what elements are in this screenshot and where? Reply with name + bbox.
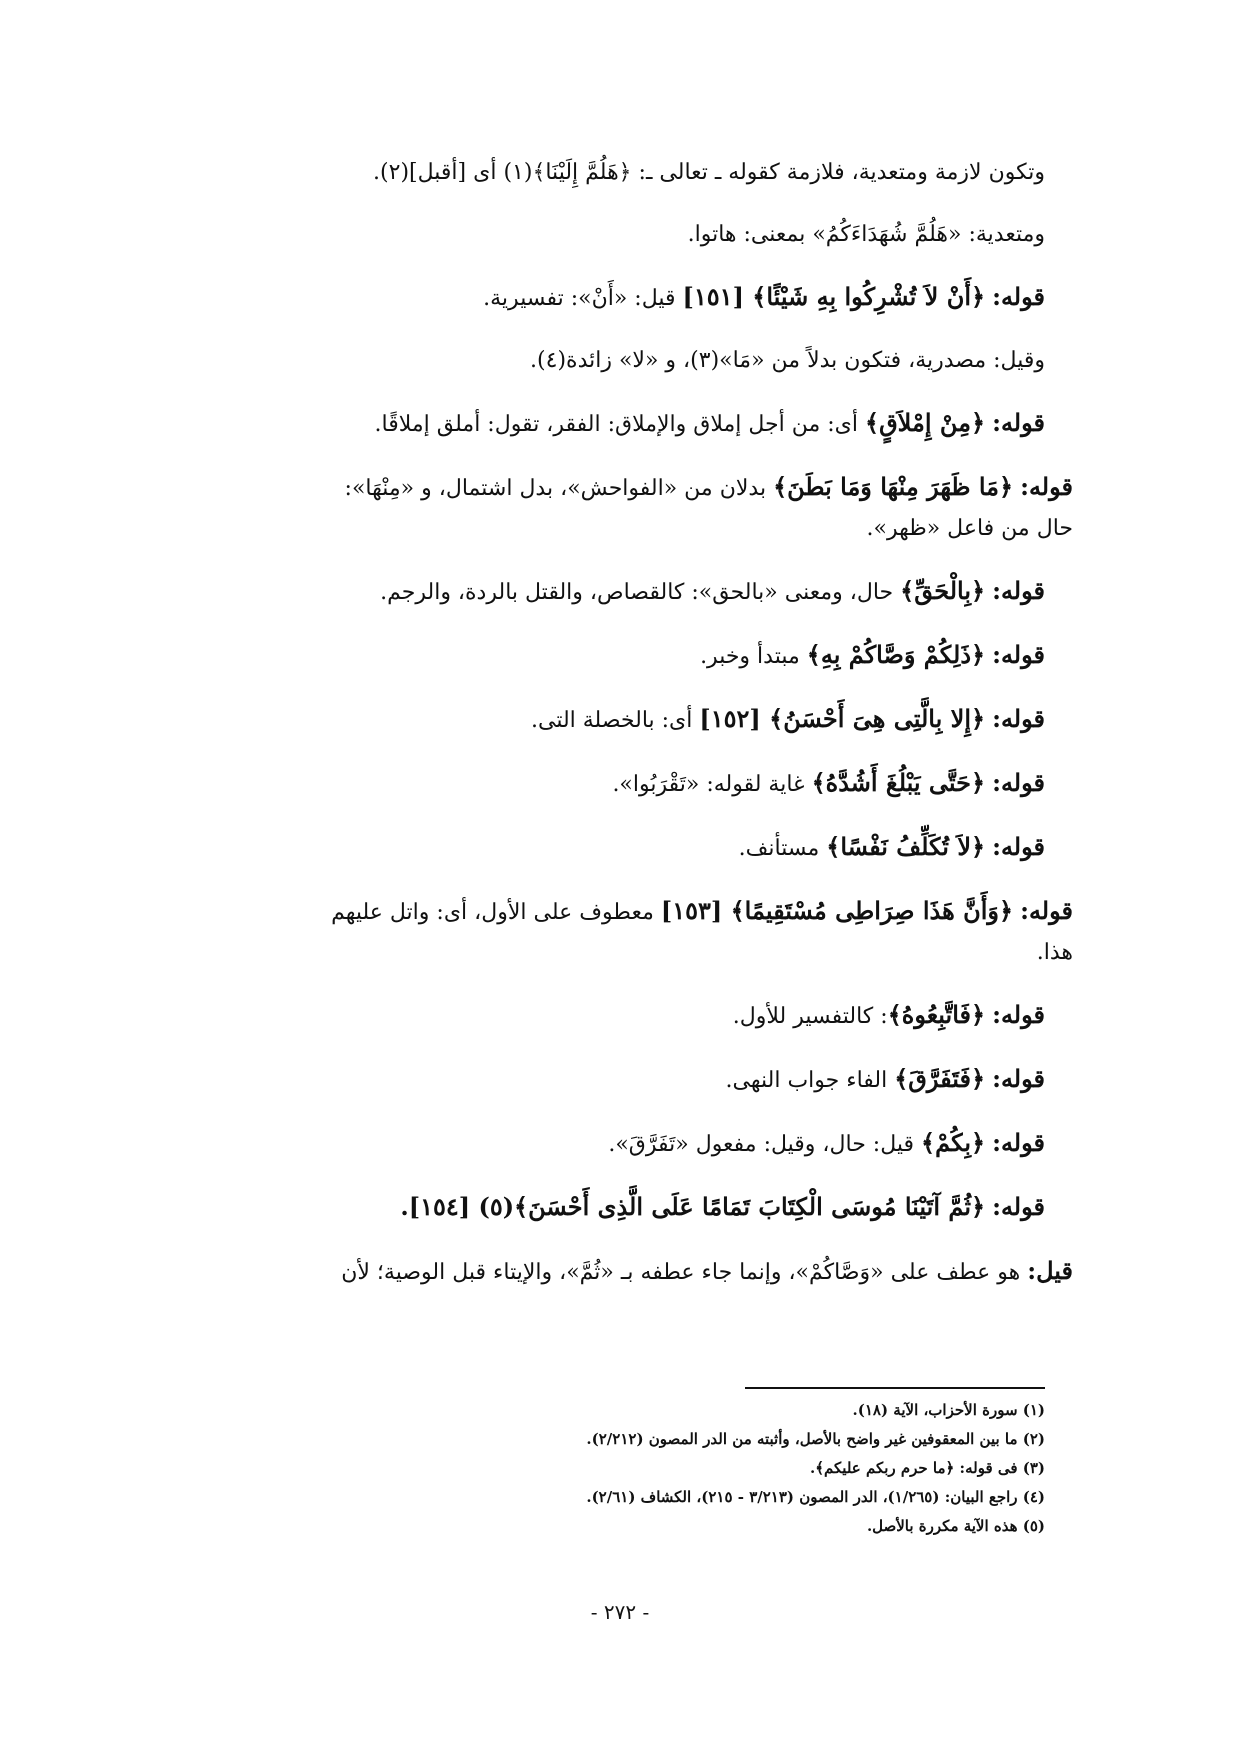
text-line-11: قوله: ﴿حَتَّى يَبْلُغَ أَشُدَّهُ﴾ غاية لقوله: «تَقْرَبُوا». — [612, 768, 1045, 797]
keyword: قوله: — [992, 640, 1045, 669]
text-line-7: حال من فاعل «ظهر». — [866, 516, 1073, 541]
keyword: قوله: — [1020, 472, 1073, 501]
keyword: قوله: — [992, 768, 1045, 797]
verse-quote: ﴿ثُمَّ آتَيْنَا مُوسَى الْكِتَابَ تَمَامًا عَلَى الَّذِى أَحْسَنَ﴾(٥) [١٥٤]. — [400, 1192, 986, 1221]
keyword: قيل: — [1027, 1256, 1073, 1285]
main-text — [190, 158, 1073, 1320]
text-line-2: ومتعدية: «هَلُمَّ شُهَدَاءَكُمُ» بمعنى: هاتوا. — [687, 222, 1045, 247]
text-line-10: قوله: ﴿إِلا بِالَّتِى هِىَ أَحْسَنُ﴾ [١٥٢] أى: بالخصلة التى. — [530, 704, 1045, 733]
page-number: - ٢٧٢ - — [590, 1600, 650, 1624]
keyword: قوله: — [992, 1000, 1045, 1029]
footnote-2: (٢) ما بين المعقوفين غير واضح بالأصل، وأثبته من الدر المصون (٢/٢١٢). — [586, 1430, 1045, 1448]
text-line-6: قوله: ﴿مَا ظَهَرَ مِنْهَا وَمَا بَطَنَ﴾ بدلان من «الفواحش»، بدل اشتمال، و «مِنْهَا»: — [344, 472, 1073, 501]
text-line-4: وقيل: مصدرية، فتكون بدلاً من «مَا»(٣)، و «لا» زائدة(٤). — [530, 348, 1045, 373]
keyword: قوله: — [992, 282, 1045, 311]
verse-quote: ﴿حَتَّى يَبْلُغَ أَشُدَّهُ﴾ — [811, 768, 986, 797]
footnote-divider — [745, 1387, 1045, 1389]
verse-quote: ﴿بِالْحَقِّ﴾ — [900, 576, 986, 605]
text-line-14: هذا. — [1036, 940, 1073, 965]
keyword: قوله: — [992, 1064, 1045, 1093]
text-line-9: قوله: ﴿ذَلِكُمْ وَصَّاكُمْ بِهِ﴾ مبتدأ وخبر. — [700, 640, 1045, 669]
text-line-3: قوله: ﴿أَنْ لاَ تُشْرِكُوا بِهِ شَيْئًا﴾ [١٥١] قيل: «أَنْ»: تفسيرية. — [483, 282, 1045, 311]
verse-quote: ﴿أَنْ لاَ تُشْرِكُوا بِهِ شَيْئًا﴾ [١٥١] — [682, 282, 986, 311]
verse-quote: ﴿وَأَنَّ هَذَا صِرَاطِى مُسْتَقِيمًا﴾ [١٥٣] — [660, 896, 1014, 925]
keyword: قوله: — [992, 704, 1045, 733]
text-line-19: قيل: هو عطف على «وَصَّاكُمْ»، وإنما جاء عطفه بـ «ثُمَّ»، والإيتاء قبل الوصية؛ لأن — [341, 1256, 1073, 1285]
verse-quote: ﴿ذَلِكُمْ وَصَّاكُمْ بِهِ﴾ — [806, 640, 986, 669]
verse-quote: ﴿مِنْ إِمْلاَقٍ﴾ — [865, 408, 986, 437]
keyword: قوله: — [992, 576, 1045, 605]
text-line-15: قوله: ﴿فَاتَّبِعُوهُ﴾: كالتفسير للأول. — [732, 1000, 1045, 1029]
keyword: قوله: — [992, 832, 1045, 861]
text-line-8: قوله: ﴿بِالْحَقِّ﴾ حال، ومعنى «بالحق»: كالقصاص، والقتل بالردة، والرجم. — [380, 576, 1045, 605]
text-line-12: قوله: ﴿لاَ تُكَلِّفُ نَفْسًا﴾ مستأنف. — [738, 832, 1045, 861]
text-line-5: قوله: ﴿مِنْ إِمْلاَقٍ﴾ أى: من أجل إملاق والإملاق: الفقر، تقول: أملق إملاقًا. — [374, 408, 1045, 437]
verse-quote: ﴿مَا ظَهَرَ مِنْهَا وَمَا بَطَنَ﴾ — [773, 472, 1014, 501]
footnote-3: (٣) فى قوله: ﴿ما حرم ربكم عليكم﴾. — [810, 1459, 1045, 1477]
keyword: قوله: — [992, 1128, 1045, 1157]
verse-quote: ﴿بِكُمْ﴾ — [921, 1128, 986, 1157]
verse-quote: ﴿إِلا بِالَّتِى هِىَ أَحْسَنُ﴾ [١٥٢] — [699, 704, 986, 733]
text-line-13: قوله: ﴿وَأَنَّ هَذَا صِرَاطِى مُسْتَقِيمًا﴾ [١٥٣] معطوف على الأول، أى: واتل عليهم — [331, 896, 1073, 925]
verse-quote: ﴿فَتَفَرَّقَ﴾ — [894, 1064, 986, 1093]
text-line-1: وتكون لازمة ومتعدية، فلازمة كقوله ـ تعالى ـ: ﴿هَلُمَّ إِلَيْنَا﴾(١) أى [أقبل](٢). — [373, 160, 1045, 185]
text-line-18 — [190, 1192, 1045, 1224]
footnote-1: (١) سورة الأحزاب، الآية (١٨). — [852, 1401, 1045, 1419]
keyword: قوله: — [992, 1192, 1045, 1221]
keyword: قوله: — [992, 408, 1045, 437]
verse-quote: ﴿فَاتَّبِعُوهُ﴾ — [887, 1000, 986, 1029]
keyword: قوله: — [1020, 896, 1073, 925]
verse-quote: ﴿لاَ تُكَلِّفُ نَفْسًا﴾ — [826, 832, 986, 861]
footnote-4: (٤) راجع البيان: (١/٢٦٥)، الدر المصون (٣/٢١٣ - ٢١٥)، الكشاف (٢/٦١). — [586, 1488, 1045, 1506]
footnote-5: (٥) هذه الآية مكررة بالأصل. — [866, 1517, 1045, 1535]
text-line-17: قوله: ﴿بِكُمْ﴾ قيل: حال، وقيل: مفعول «تَفَرَّقَ». — [608, 1128, 1045, 1157]
text-line-16: قوله: ﴿فَتَفَرَّقَ﴾ الفاء جواب النهى. — [725, 1064, 1045, 1093]
footnotes — [190, 1400, 1045, 1545]
